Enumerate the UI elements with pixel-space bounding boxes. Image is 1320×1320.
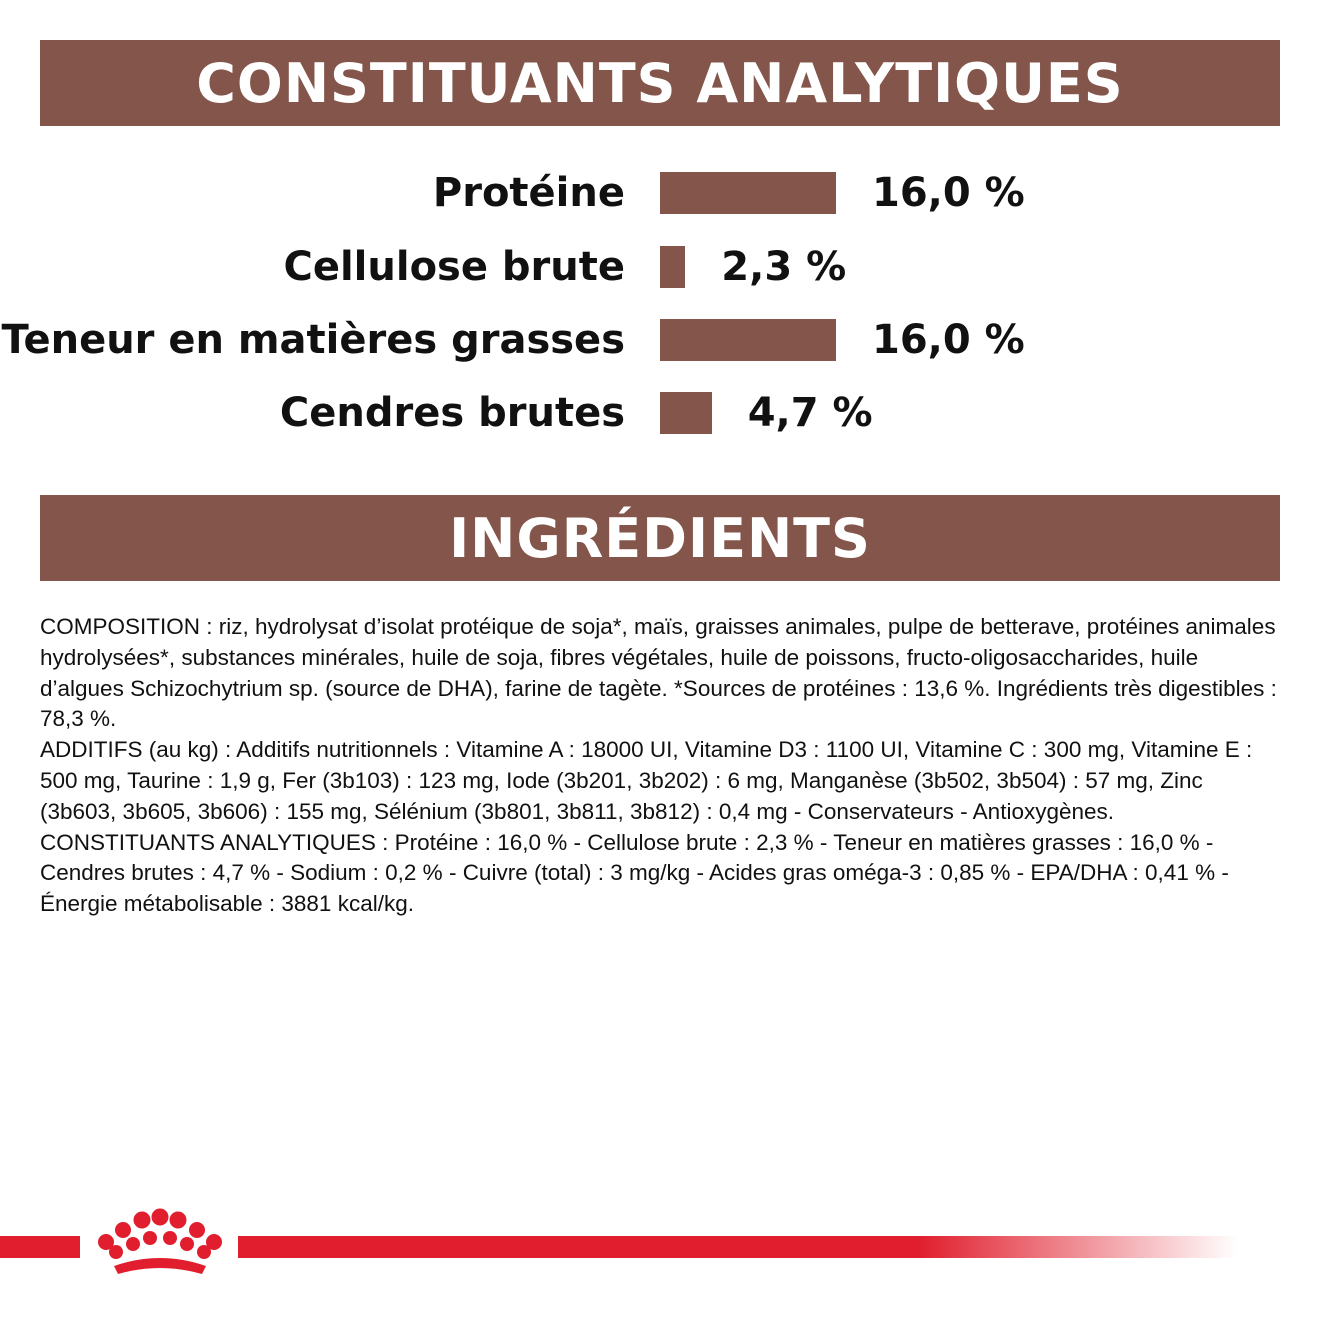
ingredients-text xyxy=(40,612,1280,920)
analytics-row xyxy=(0,383,1320,443)
analytics-row xyxy=(0,310,1320,370)
additifs-paragraph: ADDITIFS (au kg) : Additifs nutritionnels : Vitamine A : 18000 UI, Vitamine D3 : 1100 UI, Vitamine C : 300 mg, Vitamine E : 500 mg, Taurine : 1,9 g, Fer (3b103) : 123 mg, Iode (3b201, 3b202) : 6 mg, Manganèse (3b502, 3b504) : 57 mg, Zinc (3b603, 3b605, 3b606) : 155 mg, Sélénium (3b801, 3b811, 3b812) : 0,4 mg - Conservateurs - Antioxygènes. xyxy=(40,737,1253,824)
row-bar xyxy=(660,172,836,214)
analytics-banner xyxy=(40,40,1280,126)
analytics-row xyxy=(0,237,1320,297)
row-value: 4,7 % xyxy=(747,390,873,436)
row-value: 16,0 % xyxy=(872,170,1025,216)
row-value: 2,3 % xyxy=(721,244,847,290)
row-label: Cendres brutes xyxy=(279,390,625,436)
row-label: Teneur en matières grasses xyxy=(1,317,625,363)
composition-paragraph: COMPOSITION : riz, hydrolysat d’isolat protéique de soja*, maïs, graisses animales, pulpe de betterave, protéines animales hydrolysées*, substances minérales, huile de soja, fibres végétales, huile de poissons, fructo-oligosaccharides, huile d’algues Schizochytrium sp. (source de DHA), farine de tagète. *Sources de protéines : 13,6 %. Ingrédients très digestibles : 78,3 %. xyxy=(40,614,1277,732)
row-label: Protéine xyxy=(432,170,625,216)
footer-line-right xyxy=(238,1236,1238,1258)
ingredients-banner xyxy=(40,495,1280,581)
row-label: Cellulose brute xyxy=(283,244,625,290)
row-bar xyxy=(660,392,712,434)
constituants-paragraph: CONSTITUANTS ANALYTIQUES : Protéine : 16,0 % - Cellulose brute : 2,3 % - Teneur en matières grasses : 16,0 % - Cendres brutes : 4,7 % - Sodium : 0,2 % - Cuivre (total) : 3 mg/kg - Acides gras oméga-3 : 0,85 % - EPA/DHA : 0,41 % - Énergie métabolisable : 3881 kcal/kg. xyxy=(40,829,1229,917)
ingredients-title: INGRÉDIENTS xyxy=(449,506,871,570)
row-bar xyxy=(660,319,836,361)
row-value: 16,0 % xyxy=(872,317,1025,363)
royal-canin-crown-icon xyxy=(92,1208,228,1284)
footer-line-left xyxy=(0,1236,80,1258)
row-bar xyxy=(660,246,685,288)
analytics-title: CONSTITUANTS ANALYTIQUES xyxy=(196,51,1124,115)
analytics-row xyxy=(0,163,1320,223)
